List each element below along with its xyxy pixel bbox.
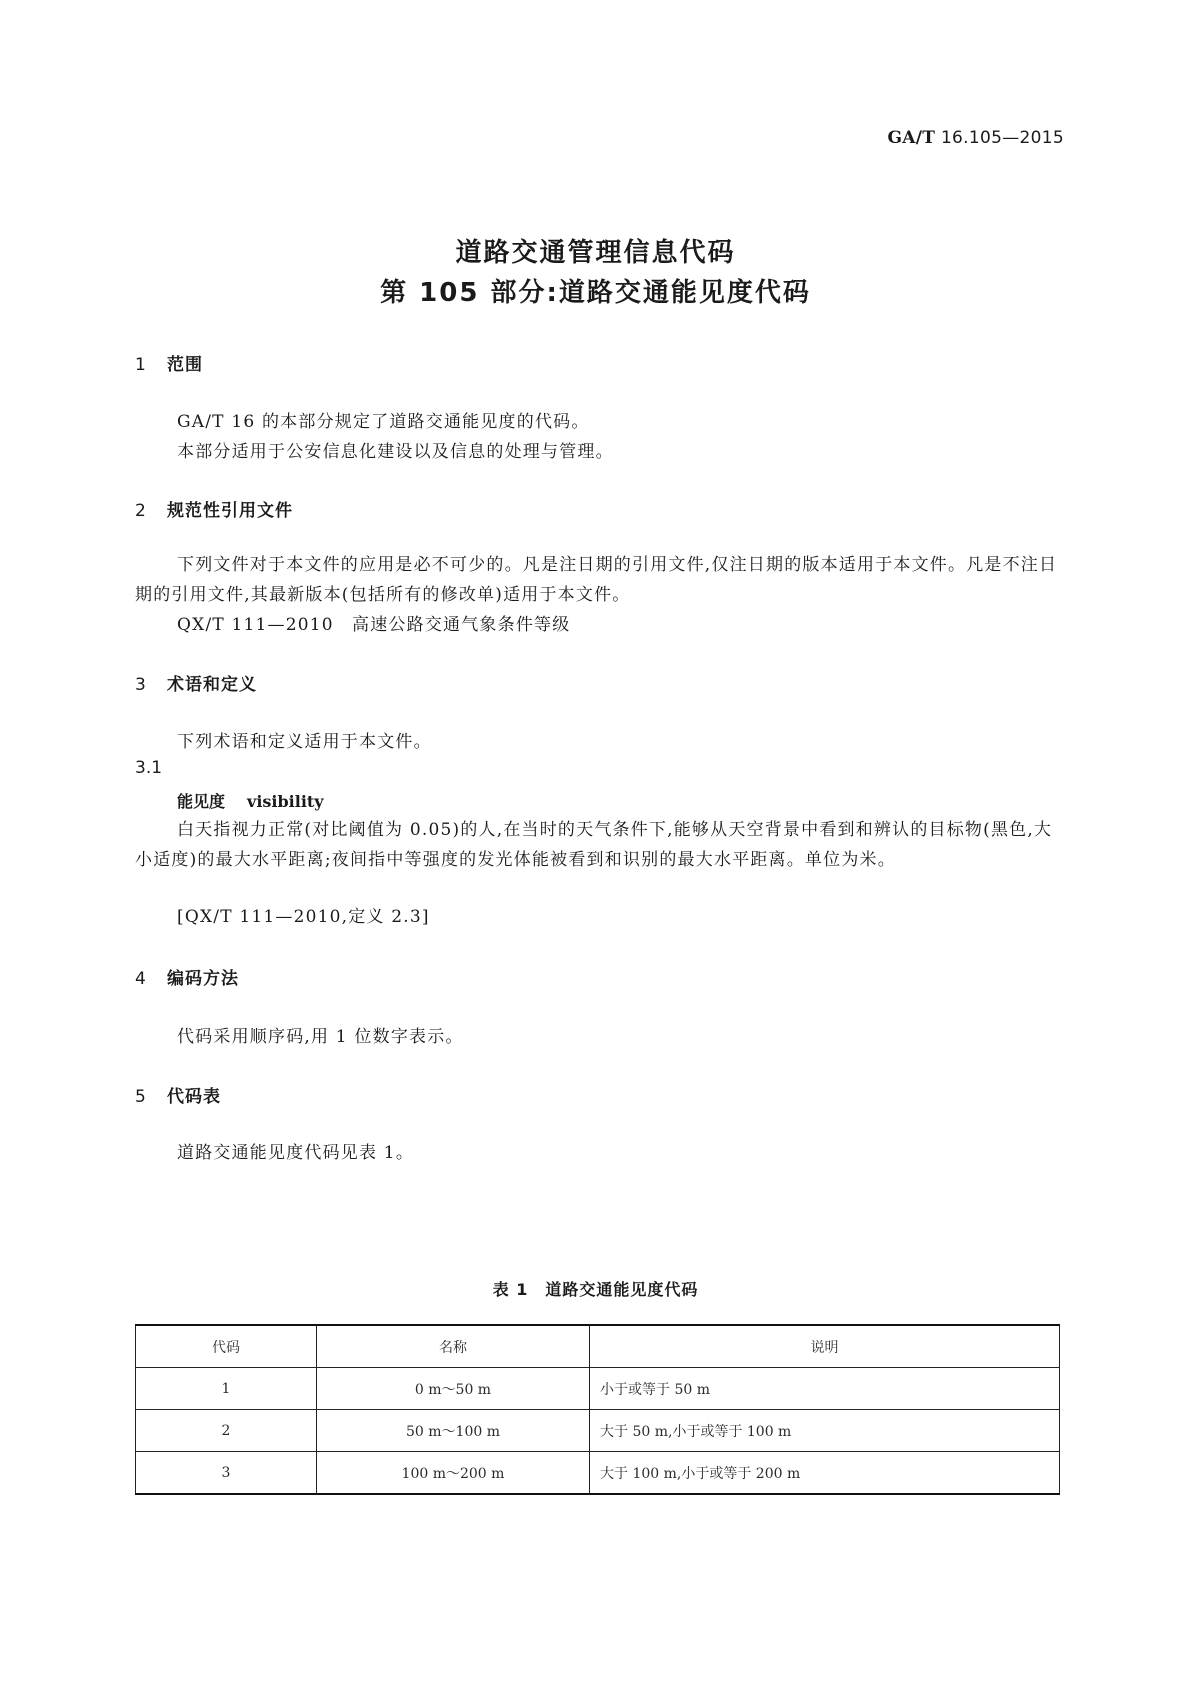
cell-description: 大于 50 m,小于或等于 100 m xyxy=(590,1410,1060,1452)
definition-source: [QX/T 111—2010,定义 2.3] xyxy=(177,907,430,927)
table-caption: 表 1 道路交通能见度代码 xyxy=(492,1280,699,1299)
table-header-row xyxy=(136,1325,1060,1368)
cell-code: 1 xyxy=(136,1368,317,1410)
document-subtitle: 第 105 部分:道路交通能见度代码 xyxy=(380,278,811,308)
column-header-name: 名称 xyxy=(317,1325,590,1368)
table-row xyxy=(136,1368,1060,1410)
column-header-code: 代码 xyxy=(136,1325,317,1368)
cell-description: 小于或等于 50 m xyxy=(590,1368,1060,1410)
cell-code: 3 xyxy=(136,1452,317,1495)
section-heading-2: 2 规范性引用文件 xyxy=(135,501,293,521)
term-definition: 白天指视力正常(对比阈值为 0.05)的人,在当时的天气条件下,能够从天空背景中看到和辨认的目标物(黑色,大小适度)的最大水平距离;夜间指中等强度的发光体能被看到和识别的最大水平距离。单位为米。 xyxy=(135,820,1053,870)
cell-code: 2 xyxy=(136,1410,317,1452)
clause-number: 3.1 xyxy=(135,758,163,778)
column-header-description: 说明 xyxy=(590,1325,1060,1368)
section-heading-1: 1 范围 xyxy=(135,355,203,375)
term-entry xyxy=(177,789,324,812)
section-3-paragraph: 下列术语和定义适用于本文件。 xyxy=(177,732,432,752)
table-row xyxy=(136,1410,1060,1452)
visibility-code-table xyxy=(135,1324,1060,1495)
section-1-paragraph-1: GA/T 16 的本部分规定了道路交通能见度的代码。 xyxy=(177,412,590,432)
cell-name: 0 m～50 m xyxy=(317,1368,590,1410)
section-1-paragraph-2: 本部分适用于公安信息化建设以及信息的处理与管理。 xyxy=(177,442,614,462)
standard-part-year: 16.105—2015 xyxy=(940,128,1064,148)
cell-description: 大于 100 m,小于或等于 200 m xyxy=(590,1452,1060,1495)
section-5-paragraph: 道路交通能见度代码见表 1。 xyxy=(177,1143,415,1163)
section-heading-4: 4 编码方法 xyxy=(135,969,239,989)
standard-code: GA/T xyxy=(887,128,936,148)
standard-number xyxy=(887,128,1064,148)
section-heading-3: 3 术语和定义 xyxy=(135,675,257,695)
section-2-paragraph: 下列文件对于本文件的应用是必不可少的。凡是注日期的引用文件,仅注日期的版本适用于本文件。凡是不注日期的引用文件,其最新版本(包括所有的修改单)适用于本文件。 xyxy=(135,555,1058,605)
term-english: visibility xyxy=(247,792,324,811)
normative-reference: QX/T 111—2010 高速公路交通气象条件等级 xyxy=(177,615,571,635)
term-chinese: 能见度 xyxy=(177,792,226,811)
cell-name: 50 m～100 m xyxy=(317,1410,590,1452)
document-title: 道路交通管理信息代码 xyxy=(455,238,736,268)
cell-name: 100 m～200 m xyxy=(317,1452,590,1495)
section-heading-5: 5 代码表 xyxy=(135,1087,221,1107)
section-4-paragraph: 代码采用顺序码,用 1 位数字表示。 xyxy=(177,1027,464,1047)
table-row xyxy=(136,1452,1060,1495)
